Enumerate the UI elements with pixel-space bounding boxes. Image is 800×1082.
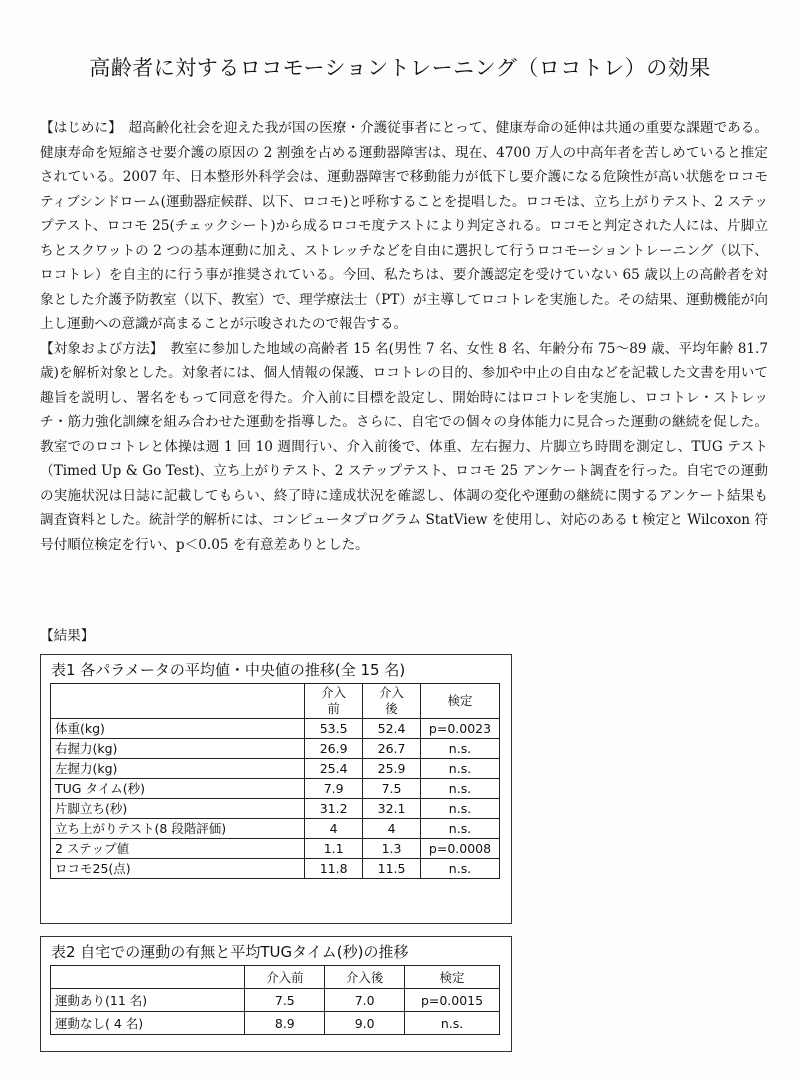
- table-cell: 11.8: [305, 859, 363, 879]
- table-row: [51, 719, 500, 739]
- table2: [50, 965, 500, 1035]
- table-cell: 31.2: [305, 799, 363, 819]
- row-label: 右握力(kg): [51, 739, 305, 759]
- table-cell: 8.9: [245, 1012, 325, 1035]
- table-row: [51, 799, 500, 819]
- methods-paragraph: [40, 337, 768, 558]
- table2-box: [40, 936, 512, 1052]
- table-cell: 7.5: [363, 779, 421, 799]
- table-cell: 1.3: [363, 839, 421, 859]
- page-title: 高齢者に対するロコモーショントレーニング（ロコトレ）の効果: [89, 56, 711, 80]
- table-cell: p=0.0023: [421, 719, 500, 739]
- row-label: 立ち上がりテスト(8 段階評価): [51, 819, 305, 839]
- table-cell: p=0.0015: [405, 989, 500, 1012]
- row-label: 左握力(kg): [51, 759, 305, 779]
- table-cell: 32.1: [363, 799, 421, 819]
- table2-caption: 表2 自宅での運動の有無と平均TUGタイム(秒)の推移: [51, 943, 409, 961]
- table1-header-0: [51, 684, 305, 719]
- table-cell: 1.1: [305, 839, 363, 859]
- table2-header-3: 検定: [405, 966, 500, 989]
- table-cell: n.s.: [421, 759, 500, 779]
- table-cell: n.s.: [421, 859, 500, 879]
- table1: [50, 683, 500, 879]
- table-cell: 9.0: [325, 1012, 405, 1035]
- intro-paragraph: [40, 116, 768, 337]
- table1-header-2: 介入 後: [363, 684, 421, 719]
- body-text: [40, 116, 768, 557]
- table2-header-1: 介入前: [245, 966, 325, 989]
- table-cell: n.s.: [421, 779, 500, 799]
- row-label: ロコモ25(点): [51, 859, 305, 879]
- row-label: 運動あり(11 名): [51, 989, 245, 1012]
- table-cell: n.s.: [421, 739, 500, 759]
- table1-box: [40, 654, 512, 924]
- row-label: 片脚立ち(秒): [51, 799, 305, 819]
- table-cell: 11.5: [363, 859, 421, 879]
- table-cell: n.s.: [405, 1012, 500, 1035]
- methods-text: 教室に参加した地域の高齢者 15 名(男性 7 名、女性 8 名、年齢分布 75～89 歳、平均年齢 81.7 歳)を解析対象とした。対象者には、個人情報の保護、ロコトレの目的、参加や中止の自由などを記載した文書を用いて趣旨を説明し、署名をもって同意を得た。介入前に目標を設定し、開始時にはロコトレを実施し、ロコトレ・ストレッチ・筋力強化訓練を組み合わせた運動を指導した。さらに、自宅での個々の身体能力に見合った運動の継続を促した。教室でのロコトレと体操は週 1 回 10 週間行い、介入前後で、体重、左右握力、片脚立ち時間を測定し、TUG テスト（Timed Up & Go Test)、立ち上がりテスト、2 ステップテスト、ロコモ 25 アンケート調査を行った。自宅での運動の実施状況は日誌に記載してもらい、終了時に達成状況を確認し、体調の変化や運動の継続に関するアンケート結果も調査資料とした。統計学的解析には、コンピュータプログラム StatView を使用し、対応のある t 検定と Wilcoxon 符号付順位検定を行い、p＜0.05 を有意差ありとした。: [40, 340, 768, 553]
- table2-header-0: [51, 966, 245, 989]
- table-cell: 52.4: [363, 719, 421, 739]
- table-row: [51, 1012, 500, 1035]
- table-cell: n.s.: [421, 799, 500, 819]
- table-cell: n.s.: [421, 819, 500, 839]
- table-cell: 7.5: [245, 989, 325, 1012]
- results-heading: 【結果】: [40, 628, 95, 644]
- table1-header-3: 検定: [421, 684, 500, 719]
- table-row: [51, 859, 500, 879]
- table-cell: 4: [363, 819, 421, 839]
- table-cell: 26.7: [363, 739, 421, 759]
- intro-heading: 【はじめに】: [40, 120, 115, 136]
- table-cell: 26.9: [305, 739, 363, 759]
- row-label: 運動なし( 4 名): [51, 1012, 245, 1035]
- row-label: TUG タイム(秒): [51, 779, 305, 799]
- intro-text: 超高齢化社会を迎えた我が国の医療・介護従事者にとって、健康寿命の延伸は共通の重要な課題である。健康寿命を短縮させ要介護の原因の 2 割強を占める運動器障害は、現在、4700 万人の中高年者を苦しめていると推定されている。2007 年、日本整形外科学会は、運動器障害で移動能力が低下し要介護になる危険性が高い状態をロコモティブシンドローム(運動器症候群、以下、ロコモ)と呼称することを提唱した。ロコモは、立ち上がりテスト、2 ステップテスト、ロコモ 25(チェックシート)から成るロコモ度テストにより判定される。ロコモと判定された人には、片脚立ちとスクワットの 2 つの基本運動に加え、ストレッチなどを自由に選択して行うロコモーショントレーニング（以下、ロコトレ）を自主的に行う事が推奨されている。今回、私たちは、要介護認定を受けていない 65 歳以上の高齢者を対象とした介護予防教室（以下、教室）で、理学療法士（PT）が主導してロコトレを実施した。その結果、運動機能が向上し運動への意識が高まることが示唆されたので報告する。: [40, 120, 769, 332]
- table-cell: 4: [305, 819, 363, 839]
- table-row: [51, 759, 500, 779]
- table-row: [51, 819, 500, 839]
- table-row: [51, 989, 500, 1012]
- table-cell: p=0.0008: [421, 839, 500, 859]
- table-cell: 53.5: [305, 719, 363, 739]
- methods-heading: 【対象および方法】: [40, 340, 157, 357]
- row-label: 体重(kg): [51, 719, 305, 739]
- table-row: [51, 739, 500, 759]
- table1-header-1: 介入 前: [305, 684, 363, 719]
- table2-header-2: 介入後: [325, 966, 405, 989]
- table-row: [51, 839, 500, 859]
- table-cell: 7.0: [325, 989, 405, 1012]
- table-cell: 7.9: [305, 779, 363, 799]
- table-cell: 25.4: [305, 759, 363, 779]
- table-row: [51, 779, 500, 799]
- table-cell: 25.9: [363, 759, 421, 779]
- row-label: 2 ステップ値: [51, 839, 305, 859]
- table1-caption: 表1 各パラメータの平均値・中央値の推移(全 15 名): [51, 661, 406, 679]
